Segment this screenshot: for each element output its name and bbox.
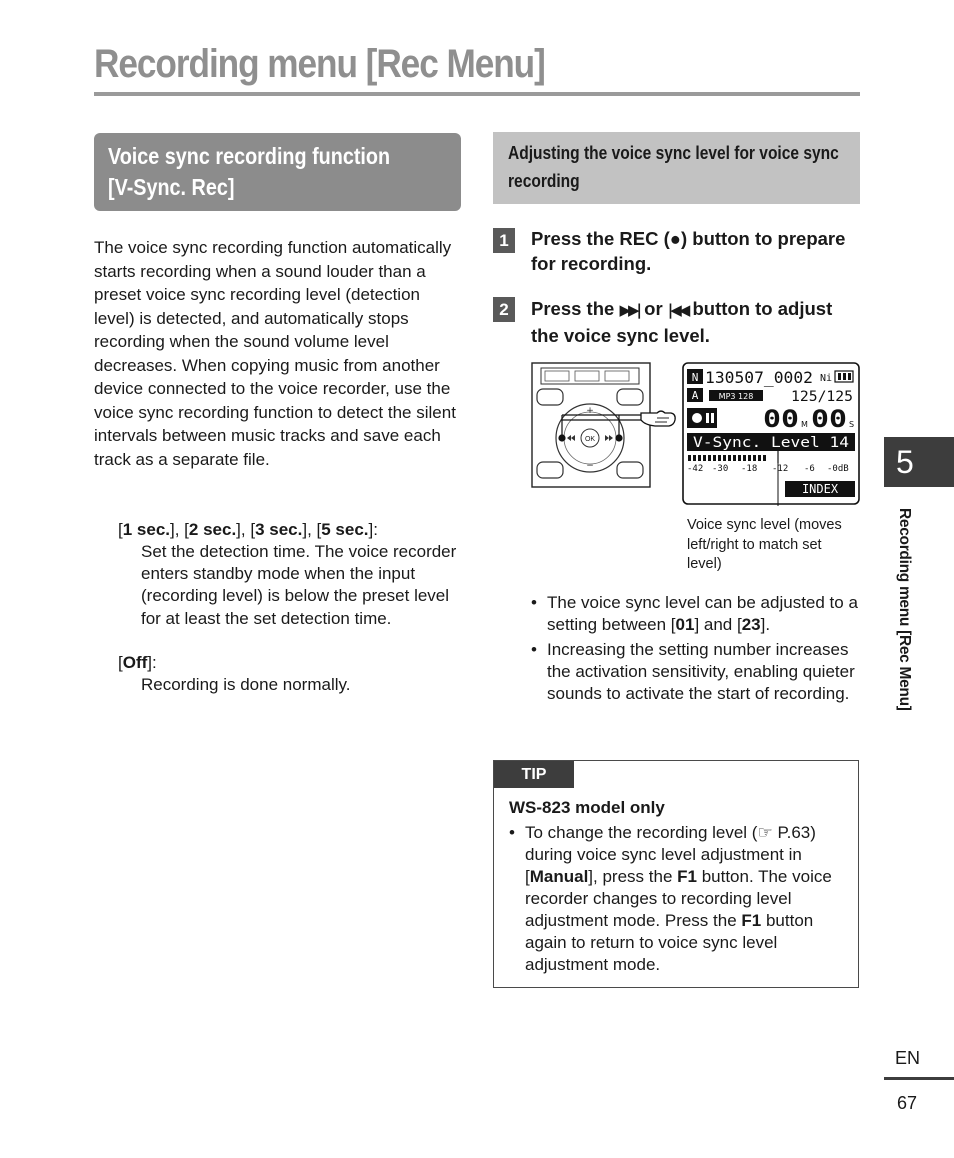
lcd-vsync-level: V-Sync. Level 14 [693,435,849,451]
section-heading-line1: Voice sync recording function [108,143,391,169]
svg-text:−: − [586,461,594,471]
section-heading-box [94,133,461,211]
recorder-body [532,363,650,487]
svg-text:-0dB: -0dB [827,464,849,474]
page-number: 67 [897,1093,918,1113]
step-text-1: Press the REC (●) button to prepare for recording. [531,228,846,274]
chapter-tab: 5 [884,437,954,487]
rewind-icon: |◀◀ [667,301,688,319]
fast-forward-icon: ▶▶| [619,301,639,319]
ok-label: OK [584,436,596,443]
device-illustration [531,362,861,506]
svg-text:-12: -12 [772,464,789,474]
tip-box [493,760,859,988]
section-heading-line2: [V-Sync. Rec] [108,174,235,200]
svg-text:-42: -42 [687,464,704,474]
lcd-battery-type: Ni [820,373,833,384]
tip-label: TIP [494,761,574,788]
lcd-index-label: INDEX [801,482,839,496]
record-dot-icon: ● [669,228,681,249]
option-desc-seconds: Set the detection time. The voice recorder enters standby mode when the input (recording level) is below the preset level for at least the set detection time. [141,542,457,628]
page-reference-icon: ☞ [757,823,773,842]
lcd-file-count: 125/125 [791,389,853,405]
lcd-time-seconds: 00 [811,405,847,433]
side-section-label: Recording menu [Rec Menu] [896,508,913,711]
svg-text:+: + [586,406,594,416]
page-title: Recording menu [Rec Menu] [94,42,545,86]
option-heading-seconds: [1 sec.], [2 sec.], [3 sec.], [5 sec.]: [118,520,378,539]
lcd-folder: A [691,389,699,402]
step-number-2: 2 [493,297,515,322]
intro-paragraph: The voice sync recording function automatically starts recording when a sound louder than a preset voice sync recording level (detection level) is detected, and automatically stops recording when the sound volume level decreases. When copying music from another device connected to the voice recorder, use the voice sync recording function to detect the silent intervals between music tracks and save each track as a separate file. [94,238,456,469]
svg-text:-6: -6 [804,464,815,474]
lcd-time-min-unit: M [801,420,808,429]
title-rule [94,92,860,96]
option-desc-off: Recording is done normally. [141,675,351,694]
step-text-2: Press the ▶▶| or |◀◀ button to adjust the voice sync level. [531,298,833,346]
lcd-file-name: 130507_0002 [705,368,813,387]
note-item: • Increasing the setting number increases the activation sensitivity, enabling quieter sounds to activate the start of recording. [531,639,855,704]
lcd-screen [683,363,859,504]
note-item: • The voice sync level can be adjusted to a setting between [01] and [23]. [531,593,858,635]
svg-text:N: N [691,371,699,384]
subsection-heading-line1: Adjusting the voice sync level for voice sync [508,142,839,163]
pointing-hand-icon [641,411,675,426]
language-label: EN [895,1048,921,1068]
lcd-time-sec-unit: S [849,420,855,429]
tip-title: WS-823 model only [509,798,665,817]
svg-text:-30: -30 [712,464,729,474]
lcd-format: MP3 128 [718,392,754,401]
option-heading-off: [Off]: [118,653,157,672]
lcd-time-minutes: 00 [763,405,799,433]
step-number-1: 1 [493,228,515,253]
subsection-heading-box [493,132,860,204]
tip-item: • To change the recording level (☞ P.63) during voice sync level adjustment in [Manual], press the F1 button. The voice recorder changes to recording level adjustment mode. Press the F1 button again to return to voice sync level adjustment mode. [509,823,832,974]
svg-text:-18: -18 [741,464,758,474]
notes-list [531,592,861,707]
footer-rule [884,1077,954,1080]
subsection-heading-line2: recording [508,170,580,191]
illustration-caption: Voice sync level (moves left/right to match set level) [687,517,842,572]
